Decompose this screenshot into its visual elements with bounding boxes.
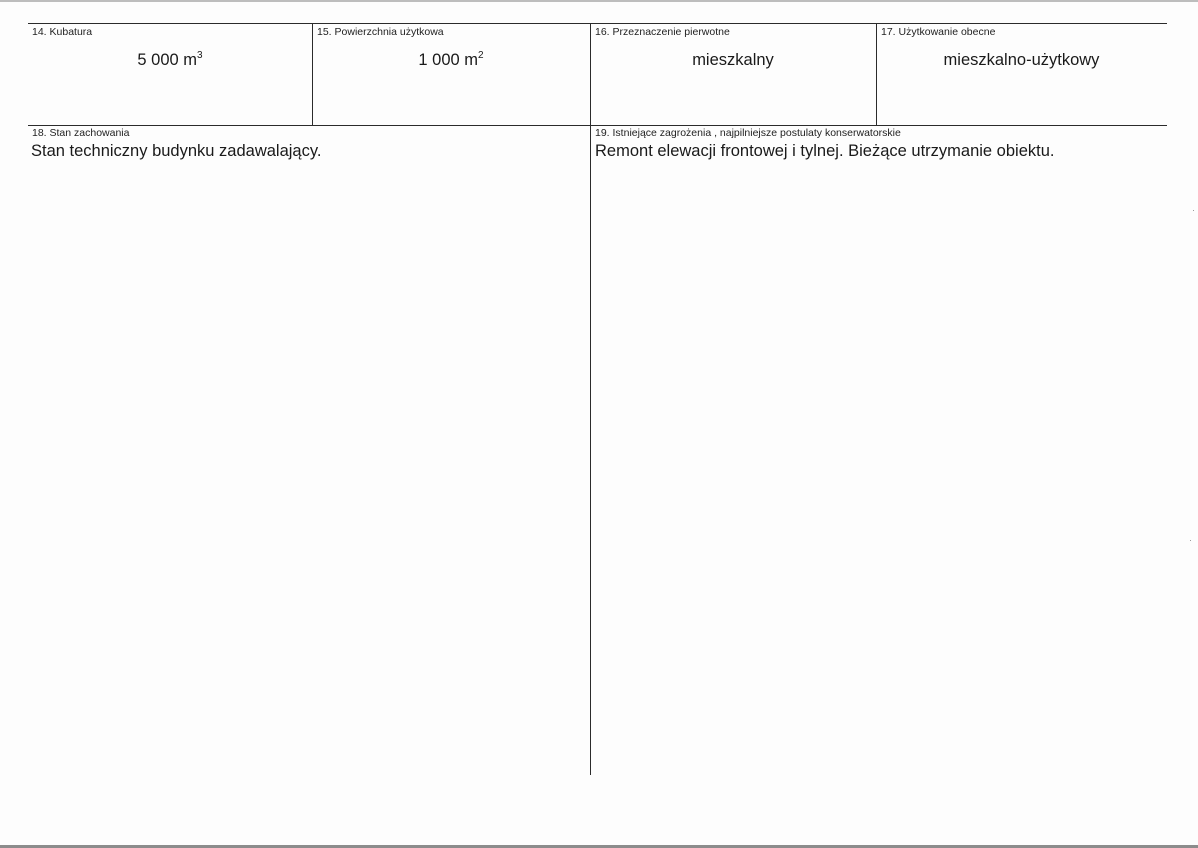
- powierzchnia-value: [312, 50, 590, 70]
- przeznaczenie-label: 16. Przeznaczenie pierwotne: [595, 26, 730, 38]
- divider-16-17: [876, 23, 877, 125]
- divider-14-15: [312, 23, 313, 125]
- form-middle-rule: [28, 125, 1167, 126]
- uzytkowanie-label: 17. Użytkowanie obecne: [881, 26, 996, 38]
- kubatura-value: [28, 50, 312, 70]
- kubatura-exponent: 3: [197, 49, 203, 61]
- kubatura-label: 14. Kubatura: [32, 26, 93, 38]
- powierzchnia-exponent: 2: [478, 49, 484, 61]
- stan-label: 18. Stan zachowania: [32, 127, 130, 139]
- powierzchnia-number: 1 000 m: [418, 51, 479, 69]
- scan-speck: [1193, 210, 1194, 211]
- page-top-edge: [0, 0, 1198, 2]
- przeznaczenie-value: mieszkalny: [692, 51, 774, 69]
- divider-center: [590, 23, 591, 775]
- form-top-rule: [28, 23, 1167, 24]
- zagrozenia-label: 19. Istniejące zagrożenia , najpilniejsze postulaty konserwatorskie: [595, 127, 901, 139]
- uzytkowanie-value: mieszkalno-użytkowy: [943, 51, 1100, 69]
- powierzchnia-label: 15. Powierzchnia użytkowa: [317, 26, 444, 38]
- zagrozenia-value: Remont elewacji frontowej i tylnej. Bieżące utrzymanie obiektu.: [595, 142, 1055, 160]
- stan-value: Stan techniczny budynku zadawalający.: [31, 142, 322, 160]
- scan-speck: [1190, 540, 1191, 541]
- kubatura-number: 5 000 m: [137, 51, 198, 69]
